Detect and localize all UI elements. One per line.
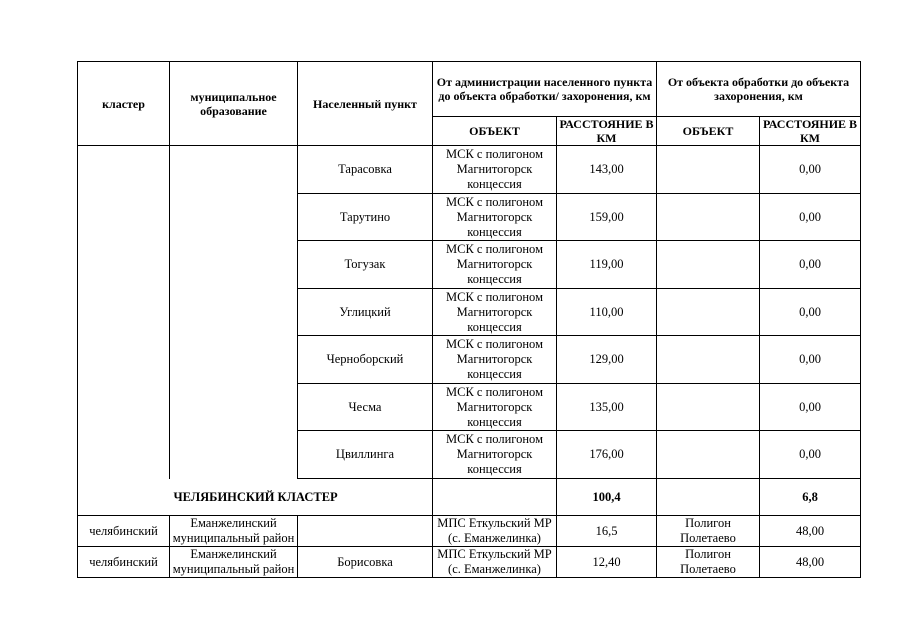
object2-cell xyxy=(657,431,760,479)
settlement-cell: Тарутино xyxy=(298,194,433,241)
header-distance: РАССТОЯНИЕ В КМ xyxy=(557,117,657,146)
distance2-cell: 0,00 xyxy=(760,384,861,431)
settlement-cell xyxy=(298,516,433,547)
header-group-object-to-landfill: От объекта обработки до объекта захоронения, км xyxy=(657,62,861,117)
settlement-cell: Тарасовка xyxy=(298,146,433,194)
distance-cell: 119,00 xyxy=(557,241,657,289)
object2-cell xyxy=(657,384,760,431)
cluster-cell-merged xyxy=(78,146,170,479)
distance-cell: 12,40 xyxy=(557,547,657,578)
distance2-cell: 48,00 xyxy=(760,516,861,547)
object2-cell xyxy=(657,241,760,289)
header-cluster: кластер xyxy=(78,62,170,146)
distance-cell: 143,00 xyxy=(557,146,657,194)
distance2-cell: 0,00 xyxy=(760,194,861,241)
object-cell: МПС Еткульский МР (с. Еманжелинка) xyxy=(433,516,557,547)
distance2-cell: 0,00 xyxy=(760,336,861,384)
table-row xyxy=(78,516,861,547)
settlement-cell: Чесма xyxy=(298,384,433,431)
object-cell: МСК с полигоном Магнитогорск концессия xyxy=(433,194,557,241)
object-cell: МСК с полигоном Магнитогорск концессия xyxy=(433,241,557,289)
header-distance2: РАССТОЯНИЕ В КМ xyxy=(760,117,861,146)
distance2-cell: 0,00 xyxy=(760,146,861,194)
distance-table xyxy=(77,61,861,578)
summary-object-cell xyxy=(433,479,557,516)
header-group-admin-to-object: От администрации населенного пункта до объекта обработки/ захоронения, км xyxy=(433,62,657,117)
distance2-cell: 48,00 xyxy=(760,547,861,578)
settlement-cell: Борисовка xyxy=(298,547,433,578)
summary-blank-cell xyxy=(78,479,170,516)
header-settlement: Населенный пункт xyxy=(298,62,433,146)
object-cell: МСК с полигоном Магнитогорск концессия xyxy=(433,146,557,194)
municipality-cell: Еманжелинский муниципальный район xyxy=(170,516,298,547)
object-cell: МПС Еткульский МР (с. Еманжелинка) xyxy=(433,547,557,578)
cluster-cell: челябинский xyxy=(78,516,170,547)
settlement-cell: Цвиллинга xyxy=(298,431,433,479)
object2-cell xyxy=(657,336,760,384)
table-row xyxy=(78,146,861,194)
object2-cell xyxy=(657,146,760,194)
header-object2: ОБЪЕКТ xyxy=(657,117,760,146)
object-cell: МСК с полигоном Магнитогорск концессия xyxy=(433,384,557,431)
distance2-cell: 0,00 xyxy=(760,241,861,289)
header-object: ОБЪЕКТ xyxy=(433,117,557,146)
table-row xyxy=(78,547,861,578)
object2-cell: Полигон Полетаево xyxy=(657,516,760,547)
object-cell: МСК с полигоном Магнитогорск концессия xyxy=(433,431,557,479)
object-cell: МСК с полигоном Магнитогорск концессия xyxy=(433,289,557,336)
settlement-cell: Черноборский xyxy=(298,336,433,384)
object2-cell xyxy=(657,194,760,241)
municipality-cell: Еманжелинский муниципальный район xyxy=(170,547,298,578)
cluster-summary-label: ЧЕЛЯБИНСКИЙ КЛАСТЕР xyxy=(170,479,433,516)
distance-cell: 129,00 xyxy=(557,336,657,384)
distance-cell: 176,00 xyxy=(557,431,657,479)
cluster-cell: челябинский xyxy=(78,547,170,578)
header-municipality: муниципальное образование xyxy=(170,62,298,146)
object-cell: МСК с полигоном Магнитогорск концессия xyxy=(433,336,557,384)
distance-cell: 135,00 xyxy=(557,384,657,431)
object2-cell xyxy=(657,289,760,336)
object2-cell: Полигон Полетаево xyxy=(657,547,760,578)
distance2-cell: 0,00 xyxy=(760,289,861,336)
distance-cell: 110,00 xyxy=(557,289,657,336)
cluster-summary-distance: 100,4 xyxy=(557,479,657,516)
settlement-cell: Тогузак xyxy=(298,241,433,289)
settlement-cell: Углицкий xyxy=(298,289,433,336)
cluster-summary-row xyxy=(78,479,861,516)
cluster-summary-distance2: 6,8 xyxy=(760,479,861,516)
distance-cell: 16,5 xyxy=(557,516,657,547)
distance2-cell: 0,00 xyxy=(760,431,861,479)
distance-cell: 159,00 xyxy=(557,194,657,241)
summary-object2-cell xyxy=(657,479,760,516)
municipality-cell-merged xyxy=(170,146,298,479)
